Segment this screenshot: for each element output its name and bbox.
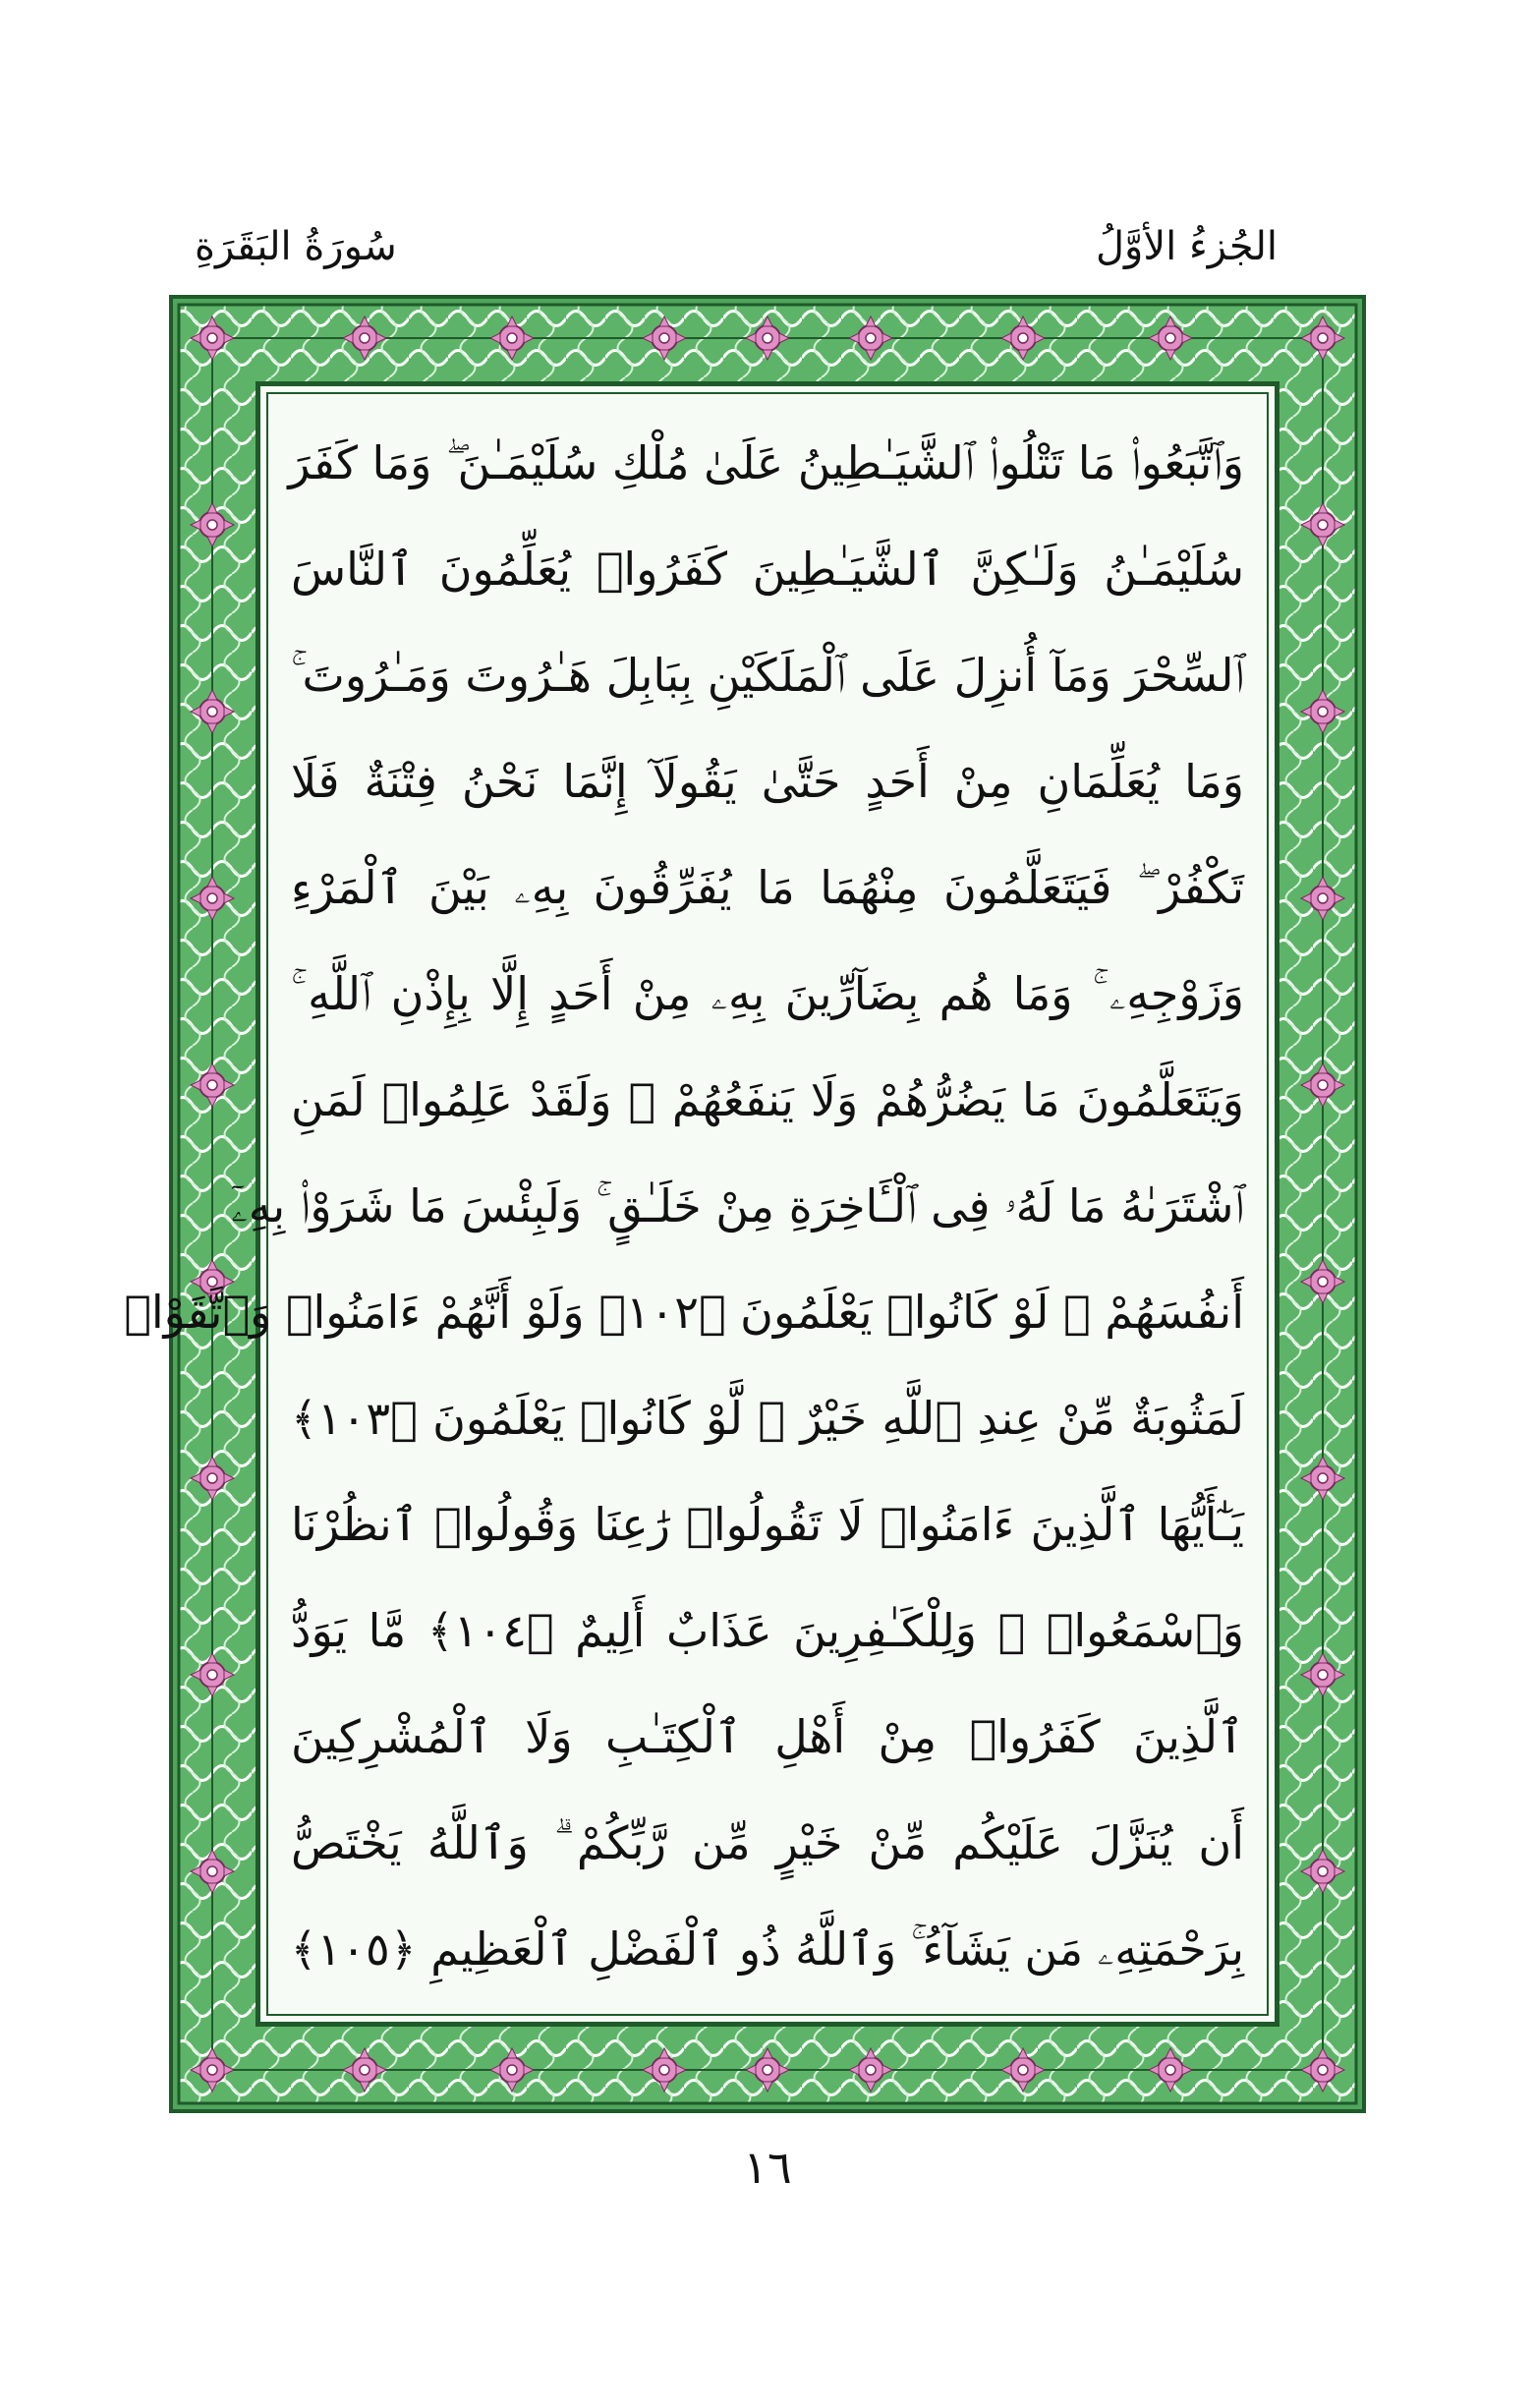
text-line: وَيَتَعَلَّمُونَ مَا يَضُرُّهُمْ وَلَا يَنفَعُهُمْ ۚ وَلَقَدْ عَلِمُوا۟ لَمَنِ [291, 1073, 1244, 1126]
text-line: ٱلسِّحْرَ وَمَآ أُنزِلَ عَلَى ٱلْمَلَكَيْنِ بِبَابِلَ هَـٰرُوتَ وَمَـٰرُوتَ ۚ [291, 649, 1244, 702]
page-number: ١٦ [743, 2141, 792, 2194]
text-line: بِرَحْمَتِهِۦ مَن يَشَآءُ ۚ وَٱللَّهُ ذُو ٱلْفَضْلِ ٱلْعَظِيمِ ﴿١٠٥﴾ [290, 1922, 1244, 1976]
quran-text [124, 417, 1245, 1991]
text-line: أَنفُسَهُمْ ۚ لَوْ كَانُوا۟ يَعْلَمُونَ ﴿١٠٢﴾ وَلَوْ أَنَّهُمْ ءَامَنُوا۟ وَٱتَّقَوْا۟ [124, 1286, 1244, 1339]
text-line: تَكْفُرْ ۖ فَيَتَعَلَّمُونَ مِنْهُمَا مَا يُفَرِّقُونَ بِهِۦ بَيْنَ ٱلْمَرْءِ [291, 861, 1244, 914]
text-line: وَٱتَّبَعُوا۟ مَا تَتْلُوا۟ ٱلشَّيَـٰطِينُ عَلَىٰ مُلْكِ سُلَيْمَـٰنَ ۖ وَمَا كَفَرَ [288, 436, 1244, 489]
text-line: وَمَا يُعَلِّمَانِ مِنْ أَحَدٍ حَتَّىٰ يَقُولَآ إِنَّمَا نَحْنُ فِتْنَةٌ فَلَا [291, 755, 1244, 808]
juz-title: الجُزءُ الأوَّلُ [1095, 224, 1278, 269]
text-line: لَمَثُوبَةٌ مِّنْ عِندِ ٱللَّهِ خَيْرٌ ۖ لَّوْ كَانُوا۟ يَعْلَمُونَ ﴿١٠٣﴾ [291, 1392, 1244, 1445]
text-line: ٱشْتَرَىٰهُ مَا لَهُۥ فِى ٱلْـَٔاخِرَةِ مِنْ خَلَـٰقٍ ۚ وَلَبِئْسَ مَا شَرَوْا۟ بِهِۦٓ [231, 1179, 1244, 1233]
text-line: ٱلَّذِينَ كَفَرُوا۟ مِنْ أَهْلِ ٱلْكِتَـٰبِ وَلَا ٱلْمُشْرِكِينَ [291, 1710, 1244, 1763]
text-line: سُلَيْمَـٰنُ وَلَـٰكِنَّ ٱلشَّيَـٰطِينَ كَفَرُوا۟ يُعَلِّمُونَ ٱلنَّاسَ [291, 543, 1244, 596]
text-line: وَزَوْجِهِۦ ۚ وَمَا هُم بِضَآرِّينَ بِهِۦ مِنْ أَحَدٍ إِلَّا بِإِذْنِ ٱللَّهِ ۚ [291, 967, 1244, 1020]
text-line: يَـٰٓأَيُّهَا ٱلَّذِينَ ءَامَنُوا۟ لَا تَقُولُوا۟ رَٰعِنَا وَقُولُوا۟ ٱنظُرْنَا [291, 1498, 1244, 1551]
surah-title: سُورَةُ البَقَرَةِ [195, 224, 397, 269]
text-line: أَن يُنَزَّلَ عَلَيْكُم مِّنْ خَيْرٍ مِّن رَّبِّكُمْ ۗ وَٱللَّهُ يَخْتَصُّ [291, 1816, 1244, 1869]
ornamental-border [124, 295, 1366, 2113]
text-line: وَٱسْمَعُوا۟ ۗ وَلِلْكَـٰفِرِينَ عَذَابٌ أَلِيمٌ ﴿١٠٤﴾ مَّا يَوَدُّ [291, 1604, 1245, 1657]
